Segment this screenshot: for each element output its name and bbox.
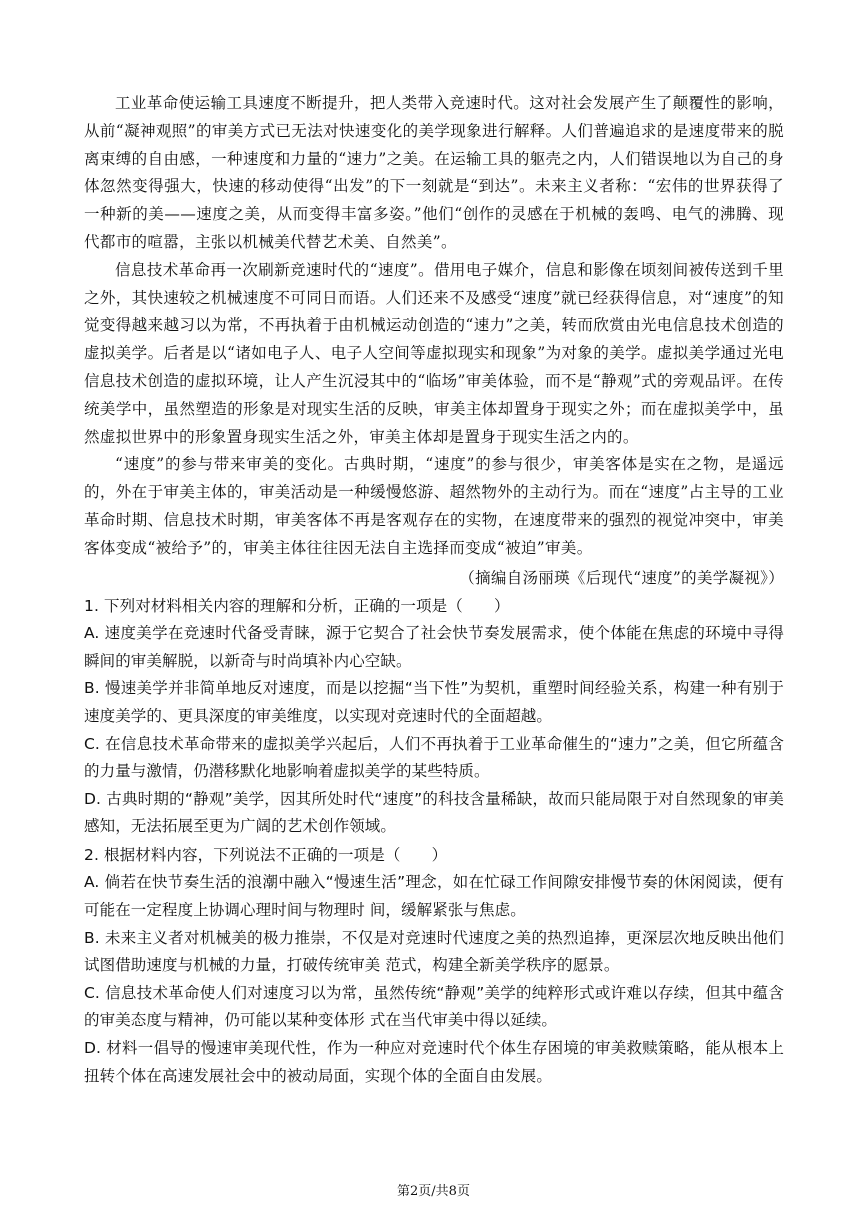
page-number: 第2页/共8页: [397, 1184, 470, 1199]
passage-paragraph-3: “速度”的参与带来审美的变化。古典时期，“速度”的参与很少，审美客体是实在之物，是遥远的，外在于审美主体的，审美活动是一种缓慢悠游、超然物外的主动行为。而在“速度”占主导的工业革命时期、信息技术时期，审美客体不再是客观存在的实物，在速度带来的强烈的视觉冲突中，审美客体变成“被给予”的，审美主体往往因无法自主选择而变成“被迫”审美。: [84, 455, 784, 557]
passage-paragraph-1: 工业革命使运输工具速度不断提升，把人类带入竞速时代。这对社会发展产生了颠覆性的影响，从前“凝神观照”的审美方式已无法对快速变化的美学现象进行解释。人们普遍追求的是速度带来的脱离束缚的自由感，一种速度和力量的“速力”之美。在运输工具的躯壳之内，人们错误地以为自己的身体忽然变得强大，快速的移动使得“出发”的下一刻就是“到达”。未来主义者称：“宏伟的世界获得了一种新的美——速度之美，从而变得丰富多姿。”他们“创作的灵感在于机械的轰鸣、电气的沸腾、现代都市的喧嚣，主张以机械美代替艺术美、自然美”。: [84, 94, 784, 251]
question-1: [84, 593, 784, 841]
option-a: A. 速度美学在竞速时代备受青睐，源于它契合了社会快节奏发展需求，使个体能在焦虑的环境中寻得瞬间的审美解脱，以新奇与时尚填补内心空缺。: [84, 624, 784, 670]
option-b: B. 慢速美学并非简单地反对速度，而是以挖掘“当下性”为契机，重塑时间经验关系，构建一种有别于速度美学的、更具深度的审美维度，以实现对竞速时代的全面超越。: [84, 679, 784, 725]
question-stem: 1. 下列对材料相关内容的理解和分析，正确的一项是（ ）: [84, 596, 510, 615]
passage-paragraph-2: 信息技术革命再一次刷新竞速时代的“速度”。借用电子媒介，信息和影像在顷刻间被传送到千里之外，其快速较之机械速度不可同日而语。人们还来不及感受“速度”就已经获得信息，对“速度”的知觉变得越来越习以为常，不再执着于由机械运动创造的“速力”之美，转而欣赏由光电信息技术创造的虚拟美学。后者是以“诸如电子人、电子人空间等虚拟现实和现象”为对象的美学。虚拟美学通过光电信息技术创造的虚拟环境，让人产生沉浸其中的“临场”审美体验，而不是“静观”式的旁观品评。在传统美学中，虽然塑造的形象是对现实生活的反映，审美主体却置身于现实之外；而在虚拟美学中，虽然虚拟世界中的形象置身现实生活之外，审美主体却是置身于现实生活之内的。: [84, 260, 784, 446]
question-2: [84, 842, 784, 1090]
passage-source: （摘编自汤丽瑛《后现代“速度”的美学凝视》）: [459, 568, 784, 587]
option-c: C. 在信息技术革命带来的虚拟美学兴起后，人们不再执着于工业革命催生的“速力”之美，但它所蕴含的力量与激情，仍潜移默化地影响着虚拟美学的某些特质。: [84, 734, 784, 781]
option-d: D. 古典时期的“静观”美学，因其所处时代“速度”的科技含量稀缺，故而只能局限于对自然现象的审美感知，无法拓展至更为广阔的艺术创作领域。: [84, 789, 784, 836]
option-b: B. 未来主义者对机械美的极力推崇，不仅是对竞速时代速度之美的热烈追捧，更深层次地反映出他们试图借助速度与机械的力量，打破传统审美 范式，构建全新美学秩序的愿景。: [84, 928, 784, 975]
option-c: C. 信息技术革命使人们对速度习以为常，虽然传统“静观”美学的纯粹形式或许难以存续，但其中蕴含的审美态度与精神，仍可能以某种变体形 式在当代审美中得以延续。: [84, 983, 784, 1030]
question-list: [84, 593, 784, 1091]
option-a: A. 倘若在快节奏生活的浪潮中融入“慢速生活”理念，如在忙碌工作间隙安排慢节奏的休闲阅读，便有可能在一定程度上协调心理时间与物理时 间，缓解紧张与焦虑。: [84, 873, 784, 920]
question-stem: 2. 根据材料内容，下列说法不正确的一项是（ ）: [84, 845, 448, 864]
page-content: [84, 90, 784, 1090]
option-d: D. 材料一倡导的慢速审美现代性，作为一种应对竞速时代个体生存困境的审美救赎策略，能从根本上扭转个体在高速发展社会中的被动局面，实现个体的全面自由发展。: [84, 1039, 784, 1085]
reading-passage: [84, 90, 784, 592]
